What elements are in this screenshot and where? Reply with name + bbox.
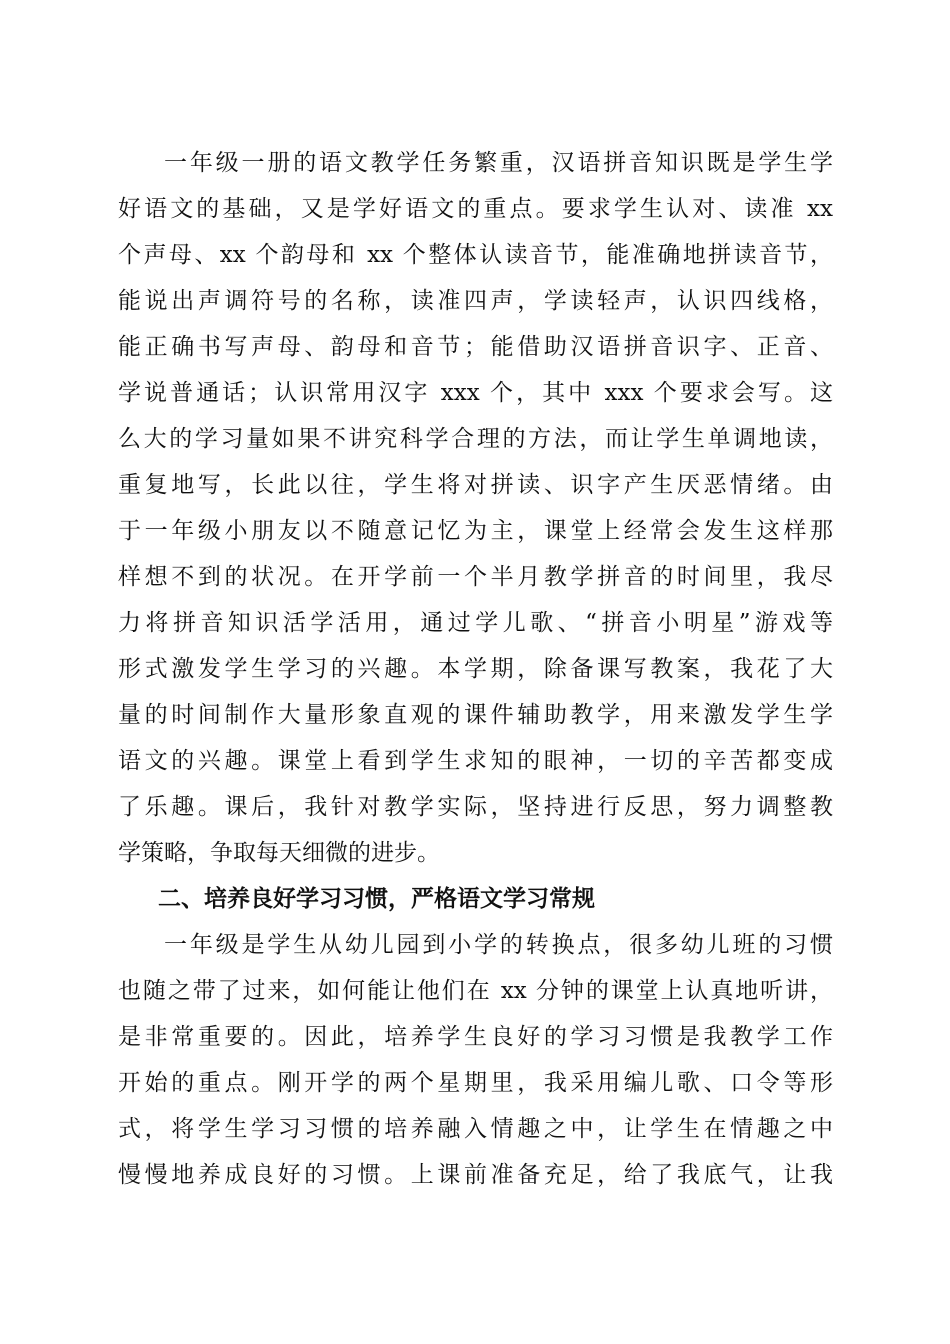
paragraph-line: 是非常重要的。因此，培养学生良好的学习习惯是我教学工作 <box>118 1024 833 1050</box>
paragraph-1 <box>118 140 833 876</box>
paragraph-line: 能正确书写声母、韵母和音节；能借助汉语拼音识字、正音、 <box>118 334 833 360</box>
paragraph-line: 了乐趣。课后，我针对教学实际，坚持进行反思，努力调整教 <box>118 794 833 820</box>
paragraph-line: 形式激发学生学习的兴趣。本学期，除备课写教案，我花了大 <box>118 656 833 682</box>
section-heading: 二、培养良好学习习惯，严格语文学习常规 <box>158 886 595 912</box>
paragraph-line: 也随之带了过来，如何能让他们在 xx 分钟的课堂上认真地听讲， <box>118 978 833 1004</box>
paragraph-line: 量的时间制作大量形象直观的课件辅助教学，用来激发学生学 <box>118 702 833 728</box>
paragraph-line: 开始的重点。刚开学的两个星期里，我采用编儿歌、口令等形 <box>118 1070 833 1096</box>
paragraph-line: 力将拼音知识活学活用，通过学儿歌、“拼音小明星”游戏等 <box>118 610 833 636</box>
paragraph-line: 么大的学习量如果不讲究科学合理的方法，而让学生单调地读， <box>118 426 833 452</box>
paragraph-2 <box>118 922 833 1198</box>
document-body <box>118 140 833 1198</box>
paragraph-line: 学说普通话；认识常用汉字 xxx 个，其中 xxx 个要求会写。这 <box>118 380 833 406</box>
paragraph-line: 学策略，争取每天细微的进步。 <box>118 840 440 866</box>
paragraph-line: 式，将学生学习习惯的培养融入情趣之中，让学生在情趣之中 <box>118 1116 833 1142</box>
paragraph-line: 一年级一册的语文教学任务繁重，汉语拼音知识既是学生学 <box>164 150 833 176</box>
paragraph-line: 一年级是学生从幼儿园到小学的转换点，很多幼儿班的习惯 <box>164 932 833 958</box>
paragraph-line: 重复地写，长此以往，学生将对拼读、识字产生厌恶情绪。由 <box>118 472 833 498</box>
paragraph-line: 能说出声调符号的名称，读准四声，学读轻声，认识四线格， <box>118 288 833 314</box>
paragraph-line: 语文的兴趣。课堂上看到学生求知的眼神，一切的辛苦都变成 <box>118 748 833 774</box>
paragraph-line: 样想不到的状况。在开学前一个半月教学拼音的时间里，我尽 <box>118 564 833 590</box>
paragraph-line: 个声母、xx 个韵母和 xx 个整体认读音节，能准确地拼读音节， <box>118 242 833 268</box>
paragraph-line: 好语文的基础，又是学好语文的重点。要求学生认对、读准 xx <box>118 196 833 222</box>
paragraph-line: 于一年级小朋友以不随意记忆为主，课堂上经常会发生这样那 <box>118 518 833 544</box>
paragraph-line: 慢慢地养成良好的习惯。上课前准备充足，给了我底气，让我 <box>118 1162 833 1188</box>
